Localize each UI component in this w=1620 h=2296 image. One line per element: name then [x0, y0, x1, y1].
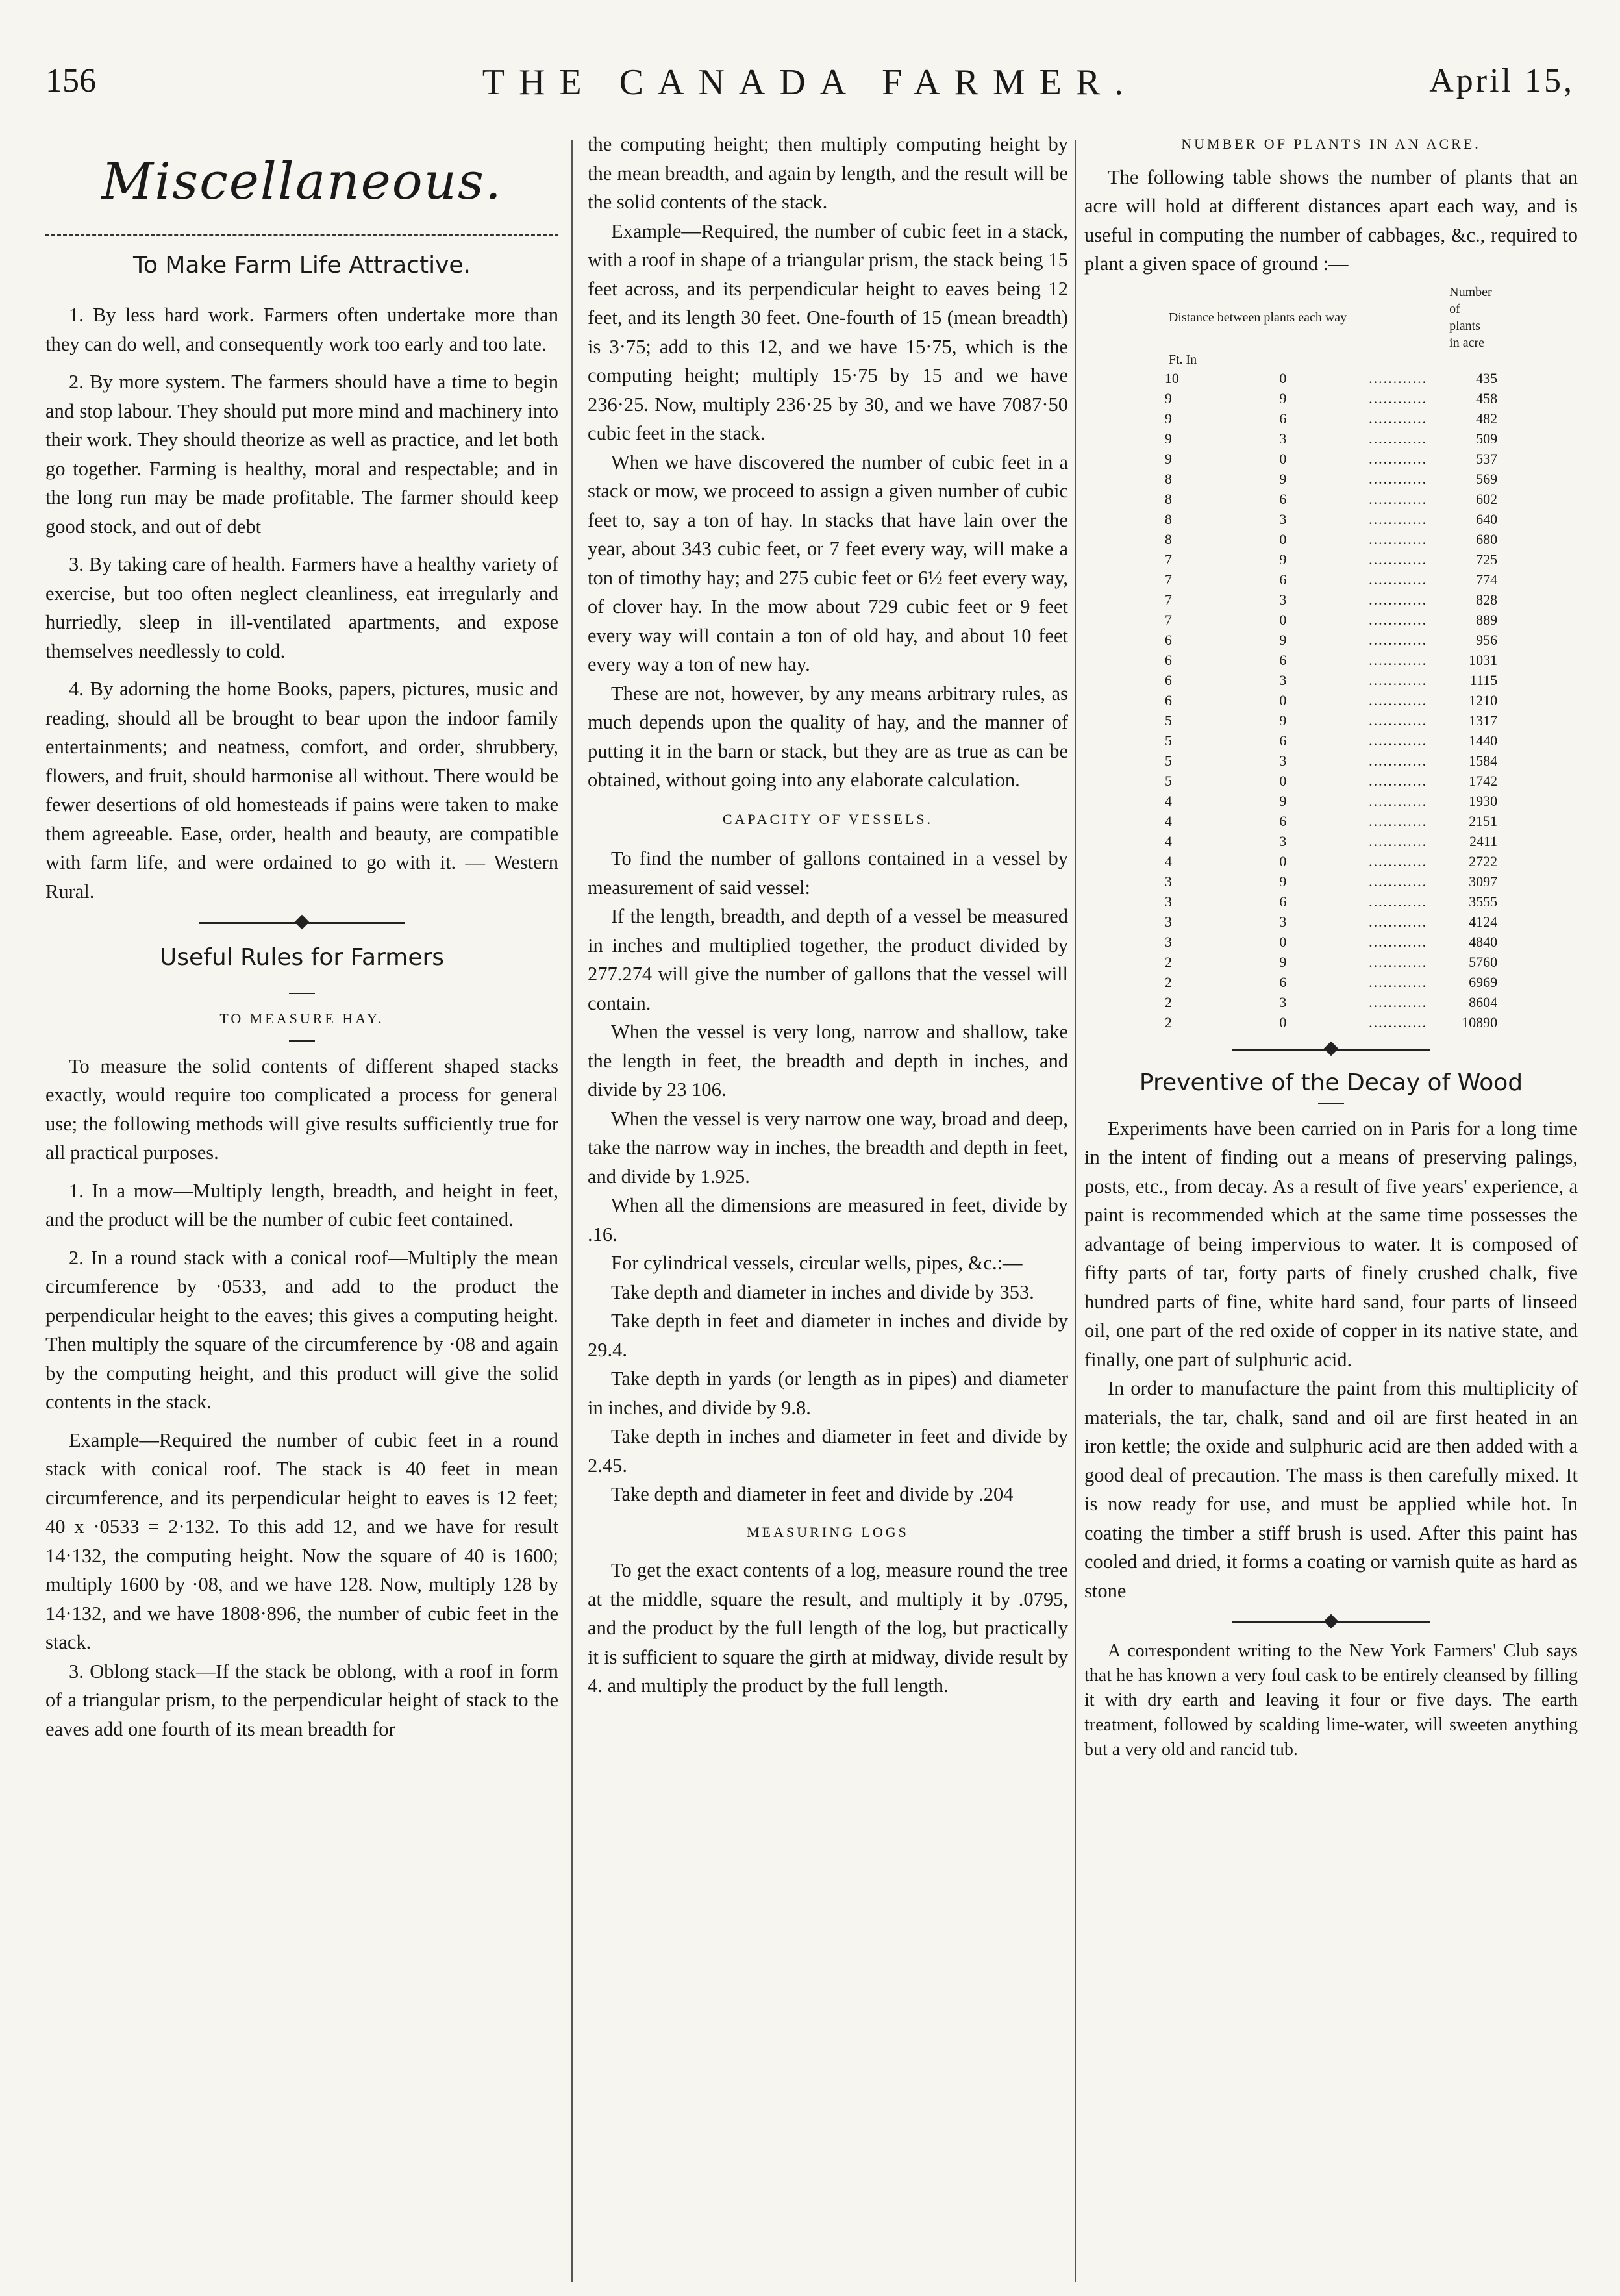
paragraph: 1. By less hard work. Farmers often undertake more than they can do well, and consequently work too early and too late. [45, 304, 558, 355]
table-cell: 6 [1164, 651, 1172, 668]
paragraph: To measure the solid contents of different shaped stacks exactly, would require too complicated a process for general use; the following methods will give results sufficiently true for all practical purposes. [45, 1054, 558, 1164]
subheading: MEASURING LOGS [747, 1523, 909, 1540]
table-cell: 5 [1164, 772, 1172, 789]
table-cell: 2 [1164, 953, 1172, 970]
table-cell: 4840 [1469, 933, 1498, 950]
paragraph: These are not, however, by any means arbitrary rules, as much depends upon the quality of hay, and the manner of putting it in the barn or stack, but they are as true as can be obtained, without going into any elaborate calculation. [588, 682, 1068, 791]
leader-dots: ............ [1369, 913, 1428, 930]
table-cell: 725 [1476, 551, 1498, 568]
table-cell: 956 [1476, 631, 1498, 648]
leader-dots: ............ [1369, 732, 1428, 749]
table-cell: 3 [1279, 591, 1287, 608]
paragraph: 2. By more system. The farmers should have a time to begin and stop labour. They should put more mind and machinery into their work. They should theorize as well as practice, and let both go together. Farming is healthy, moral and respectable; and in the long run may be made profitable. The farmer should keep good stock, and out of debt [45, 371, 558, 538]
leader-dots: ............ [1369, 551, 1428, 568]
leader-dots: ............ [1369, 611, 1428, 628]
table-cell: 10890 [1462, 1014, 1498, 1030]
table-row [1156, 932, 1506, 952]
table-header: Number of plants in acre [1449, 284, 1492, 350]
table-cell: 6 [1279, 571, 1287, 588]
table-cell: 10 [1164, 369, 1179, 386]
table-cell: 3555 [1469, 893, 1498, 910]
table-cell: 6 [1164, 692, 1172, 708]
divider [45, 916, 558, 929]
table-cell: 5 [1164, 752, 1172, 769]
table-row [1156, 851, 1506, 871]
table-row [1156, 469, 1506, 489]
table-cell: 3 [1279, 671, 1287, 688]
table-cell: 4124 [1469, 913, 1498, 930]
table-cell: 774 [1476, 571, 1498, 588]
column-1 [45, 130, 558, 1743]
leader-dots: ............ [1369, 450, 1428, 467]
table-cell: 5 [1164, 712, 1172, 729]
table-cell: 4 [1164, 853, 1172, 869]
table-cell: 3 [1164, 893, 1172, 910]
table-cell: 3 [1279, 752, 1287, 769]
leader-dots: ............ [1369, 571, 1428, 588]
table-cell: 3 [1279, 430, 1287, 447]
divider [1084, 1616, 1578, 1628]
table-cell: 6 [1279, 490, 1287, 507]
article-title: Useful Rules for Farmers [159, 944, 445, 971]
divider [1084, 1043, 1578, 1056]
table-cell: 2 [1164, 1014, 1172, 1030]
paragraph: When we have discovered the number of cubic feet in a stack or mow, we proceed to assign a given number of cubic feet to, say a ton of hay. In stacks that have lain over the year, about 343 cubic feet, or 7 feet every way, will make a ton of timothy hay; and 275 cubic feet or 6½ feet every way, of clover hay. In the mow about 729 cubic feet or 9 feet every way will contain a ton of old hay, and about 10 feet every way a ton of new hay. [588, 451, 1068, 675]
table-cell: 0 [1279, 611, 1287, 628]
paragraph: When all the dimensions are measured in feet, divide by .16. [588, 1194, 1068, 1245]
table-cell: 1031 [1469, 651, 1498, 668]
table-row [1156, 710, 1506, 730]
paragraph: When the vessel is very long, narrow and shallow, take the length in feet, the breadth and depth in inches, and divide by 23 106. [588, 1021, 1068, 1101]
paragraph: 4. By adorning the home Books, papers, pictures, music and reading, should all be brought to bear upon the indoor family entertainments; and neatness, comfort, and order, shrubbery, flowers, and fruit, should harmonise all without. There would be fewer desertions of old homesteads if pains were taken to make them agreeable. Ease, order, health and beauty, are compatible with farm life, and were ordained to go with it. — Western Rural. [45, 678, 558, 903]
paragraph: A correspondent writing to the New York Farmers' Club says that he has known a very foul cask to be entirely cleansed by filling it with dry earth and leaving it four or five days. The earth treatment, followed by scalding lime-water, will sweeten anything but a very old and rancid tub. [1084, 1641, 1578, 1760]
table-cell: 9 [1279, 792, 1287, 809]
paragraph: Take depth and diameter in inches and divide by 353. [611, 1280, 1034, 1303]
leader-dots: ............ [1369, 470, 1428, 487]
table-row [1156, 952, 1506, 972]
paragraph: Take depth in yards (or length as in pipes) and diameter in inches, and divide by 9.8. [588, 1367, 1068, 1419]
table-cell: 602 [1476, 490, 1498, 507]
table-row [1156, 630, 1506, 650]
table-cell: 0 [1279, 1014, 1287, 1030]
table-row [1156, 670, 1506, 690]
table-cell: 1440 [1469, 732, 1498, 749]
table-cell: 6 [1164, 671, 1172, 688]
table-cell: 1317 [1469, 712, 1498, 729]
table-cell: 680 [1476, 530, 1498, 547]
leader-dots: ............ [1369, 671, 1428, 688]
table-row [1156, 569, 1506, 590]
paragraph: For cylindrical vessels, circular wells, pipes, &c.:— [611, 1252, 1023, 1274]
leader-dots: ............ [1369, 792, 1428, 809]
paragraph: the computing height; then multiply computing height by the mean breadth, and again by length, and the result will be the solid contents of the stack. [588, 133, 1068, 213]
table-cell: 0 [1279, 530, 1287, 547]
table-cell: 482 [1476, 410, 1498, 427]
table-cell: 7 [1164, 551, 1172, 568]
divider [1318, 1103, 1344, 1104]
leader-dots: ............ [1369, 510, 1428, 527]
table-row [1156, 892, 1506, 912]
table-cell: 9 [1164, 410, 1172, 427]
table-cell: 7 [1164, 571, 1172, 588]
table-cell: 4 [1164, 812, 1172, 829]
leader-dots: ............ [1369, 853, 1428, 869]
subheading: TO MEASURE HAY. [219, 1010, 384, 1027]
table-cell: 9 [1164, 430, 1172, 447]
leader-dots: ............ [1369, 430, 1428, 447]
table-cell: 8 [1164, 490, 1172, 507]
table-row [1156, 992, 1506, 1012]
table-row [1156, 730, 1506, 751]
table-cell: 9 [1279, 551, 1287, 568]
leader-dots: ............ [1369, 369, 1428, 386]
leader-dots: ............ [1369, 873, 1428, 890]
table-row [1156, 449, 1506, 469]
table-cell: 9 [1164, 450, 1172, 467]
paragraph: To get the exact contents of a log, measure round the tree at the middle, square the result, and multiply it by .0795, and the product by the full length of the log, but practically it is sufficient to square the girth at midway, divide result by 4. and multiply the product by the full length. [588, 1559, 1068, 1697]
table-cell: 3097 [1469, 873, 1498, 890]
leader-dots: ............ [1369, 631, 1428, 648]
table-row [1156, 1012, 1506, 1032]
table-cell: 3 [1164, 873, 1172, 890]
table-cell: 9 [1279, 712, 1287, 729]
table-row [1156, 690, 1506, 710]
table-cell: 6 [1279, 732, 1287, 749]
paragraph: Experiments have been carried on in Paris for a long time in the intent of finding out a means of preserving palings, posts, etc., from decay. As a result of five years' experience, a paint is recommended which at the same time possesses the advantage of being impervious to water. It is composed of fifty parts of tar, forty parts of finely crushed chalk, five hundred parts of fine, white hard sand, four parts of linseed oil, one part of the red oxide of copper in its native state, and finally, one part of sulphuric acid. [1084, 1117, 1578, 1371]
table-row [1156, 408, 1506, 429]
table-row [1156, 791, 1506, 811]
table-row [1156, 811, 1506, 831]
leader-dots: ............ [1369, 591, 1428, 608]
table-cell: 537 [1476, 450, 1498, 467]
table-cell: 3 [1164, 913, 1172, 930]
article-title: Preventive of the Decay of Wood [1139, 1069, 1523, 1096]
paragraph: 1. In a mow—Multiply length, breadth, and height in feet, and the product will be the number of cubic feet contained. [45, 1179, 558, 1230]
table-cell: 828 [1476, 591, 1498, 608]
table-cell: 9 [1279, 470, 1287, 487]
table-row [1156, 912, 1506, 932]
leader-dots: ............ [1369, 752, 1428, 769]
table-row [1156, 610, 1506, 630]
table-cell: 2 [1164, 973, 1172, 990]
subheading: CAPACITY OF VESSELS. [722, 810, 934, 827]
table-row [1156, 549, 1506, 569]
table-row [1156, 871, 1506, 892]
plants-table-body [1156, 368, 1506, 1032]
page-header [39, 62, 1581, 120]
table-cell: 8 [1164, 470, 1172, 487]
leader-dots: ............ [1369, 651, 1428, 668]
plants-table [1156, 284, 1506, 1032]
leader-dots: ............ [1369, 933, 1428, 950]
table-cell: 1930 [1469, 792, 1498, 809]
table-row [1156, 972, 1506, 992]
table-cell: 9 [1279, 631, 1287, 648]
column-2 [588, 130, 1068, 1701]
table-units: Ft. In [1168, 352, 1197, 367]
table-cell: 4 [1164, 832, 1172, 849]
table-cell: 435 [1476, 369, 1498, 386]
leader-dots: ............ [1369, 832, 1428, 849]
table-cell: 458 [1476, 390, 1498, 406]
table-row [1156, 489, 1506, 509]
leader-dots: ............ [1369, 410, 1428, 427]
table-cell: 0 [1279, 772, 1287, 789]
leader-dots: ............ [1369, 772, 1428, 789]
leader-dots: ............ [1369, 712, 1428, 729]
table-cell: 8 [1164, 510, 1172, 527]
table-cell: 889 [1476, 611, 1498, 628]
table-row [1156, 509, 1506, 529]
paragraph: To find the number of gallons contained in a vessel by measurement of said vessel: [588, 847, 1068, 899]
table-cell: 569 [1476, 470, 1498, 487]
table-cell: 9 [1279, 873, 1287, 890]
article-title: To Make Farm Life Attractive. [133, 252, 471, 279]
table-cell: 2151 [1469, 812, 1498, 829]
divider [289, 993, 315, 994]
table-cell: 509 [1476, 430, 1498, 447]
table-cell: 1742 [1469, 772, 1498, 789]
table-cell: 6 [1279, 893, 1287, 910]
paragraph: If the length, breadth, and depth of a vessel be measured in inches and multiplied together, the product divided by 277.274 will give the number of gallons that the vessel will contain. [588, 905, 1068, 1014]
table-cell: 6969 [1469, 973, 1498, 990]
section-title: Miscellaneous. [101, 153, 503, 211]
paragraph: In order to manufacture the paint from this multiplicity of materials, the tar, chalk, sand and oil are first heated in an iron kettle; the oxide and sulphuric acid are then added with a good deal of precaution. The mass is then carefully mixed. It is now ready for use, and must be applied while hot. In coating the timber a stiff brush is used. After this paint has cooled and dried, it forms a coating or varnish quite as hard as stone [1084, 1377, 1578, 1602]
issue-date: April 15, [1429, 62, 1575, 99]
table-row [1156, 751, 1506, 771]
table-cell: 2411 [1469, 832, 1498, 849]
paragraph: Take depth and diameter in feet and divide by .204 [611, 1483, 1014, 1505]
table-cell: 0 [1279, 853, 1287, 869]
leader-dots: ............ [1369, 490, 1428, 507]
divider [289, 1040, 315, 1042]
table-cell: 6 [1279, 973, 1287, 990]
table-cell: 0 [1279, 450, 1287, 467]
paragraph: When the vessel is very narrow one way, broad and deep, take the narrow way in inches, the breadth and depth in feet, and divide by 1.925. [588, 1107, 1068, 1188]
paragraph: Take depth in feet and diameter in inches and divide by 29.4. [588, 1310, 1068, 1361]
table-row [1156, 771, 1506, 791]
table-cell: 1210 [1469, 692, 1498, 708]
table-row [1156, 529, 1506, 549]
paragraph: Example—Required the number of cubic feet in a round stack with conical roof. The stack is 40 feet in mean circumference, and its perpendicular height to eaves is 12 feet; 40 x ·0533 = 2·132. To this add 12, and we have for result 14·132, the computing height. Now the square of 40 is 1600; multiply 1600 by ·08, and we have 128. Now, multiply 128 by 14·132, and we have 1808·896, the number of cubic feet in the stack. [45, 1429, 558, 1653]
leader-dots: ............ [1369, 993, 1428, 1010]
paragraph: 3. By taking care of health. Farmers have a healthy variety of exercise, but too often neglect cleanliness, eat irregularly and hurriedly, sleep in ill-ventilated apartments, and expose themselves needlessly to cold. [45, 553, 558, 662]
table-cell: 2722 [1469, 853, 1498, 869]
page-number: 156 [45, 62, 96, 99]
table-cell: 3 [1164, 933, 1172, 950]
table-cell: 9 [1164, 390, 1172, 406]
table-cell: 5760 [1469, 953, 1498, 970]
table-row [1156, 368, 1506, 388]
leader-dots: ............ [1369, 893, 1428, 910]
leader-dots: ............ [1369, 530, 1428, 547]
table-cell: 8 [1164, 530, 1172, 547]
subheading: NUMBER OF PLANTS IN AN ACRE. [1181, 136, 1481, 152]
table-cell: 6 [1279, 812, 1287, 829]
table-cell: 3 [1279, 832, 1287, 849]
table-cell: 9 [1279, 390, 1287, 406]
table-cell: 6 [1279, 651, 1287, 668]
leader-dots: ............ [1369, 953, 1428, 970]
leader-dots: ............ [1369, 812, 1428, 829]
divider [45, 234, 558, 236]
table-cell: 4 [1164, 792, 1172, 809]
paragraph: Take depth in inches and diameter in feet and divide by 2.45. [588, 1425, 1068, 1477]
table-cell: 1584 [1469, 752, 1498, 769]
table-header: Distance between plants each way [1168, 310, 1347, 325]
table-cell: 5 [1164, 732, 1172, 749]
paragraph: 3. Oblong stack—If the stack be oblong, with a roof in form of a triangular prism, to the perpendicular height of stack to the eaves add one fourth of its mean breadth for [45, 1660, 558, 1740]
table-cell: 2 [1164, 993, 1172, 1010]
column-3 [1084, 130, 1578, 1762]
table-cell: 0 [1279, 692, 1287, 708]
table-cell: 3 [1279, 913, 1287, 930]
table-row [1156, 388, 1506, 408]
table-cell: 7 [1164, 611, 1172, 628]
leader-dots: ............ [1369, 973, 1428, 990]
table-row [1156, 831, 1506, 851]
paragraph: 2. In a round stack with a conical roof—Multiply the mean circumference by ·0533, and add to the product the perpendicular height to the eaves; this gives a computing height. Then multiply the square of the circumference by ·08 and again by the computing height, and this product will give the solid contents in the stack. [45, 1246, 558, 1413]
table-cell: 3 [1279, 510, 1287, 527]
table-cell: 3 [1279, 993, 1287, 1010]
table-cell: 0 [1279, 369, 1287, 386]
column-divider [571, 140, 573, 2282]
table-row [1156, 590, 1506, 610]
table-cell: 0 [1279, 933, 1287, 950]
table-cell: 1115 [1469, 671, 1498, 688]
leader-dots: ............ [1369, 390, 1428, 406]
table-cell: 8604 [1469, 993, 1498, 1010]
masthead-title: THE CANADA FARMER. [482, 62, 1138, 103]
leader-dots: ............ [1369, 1014, 1428, 1030]
table-row [1156, 650, 1506, 670]
leader-dots: ............ [1369, 692, 1428, 708]
table-cell: 640 [1476, 510, 1498, 527]
paragraph: The following table shows the number of plants that an acre will hold at different distances apart each way, and is useful in computing the number of cabbages, &c., required to plant a given space of ground :— [1084, 166, 1578, 275]
column-divider [1075, 140, 1076, 2282]
table-cell: 6 [1279, 410, 1287, 427]
table-cell: 7 [1164, 591, 1172, 608]
paragraph: Example—Required, the number of cubic feet in a stack, with a roof in shape of a triangular prism, the stack being 15 feet across, and its perpendicular height to eaves being 12 feet, and its length 30 feet. One-fourth of 15 (mean breadth) is 3·75; add to this 12, and we have 15·75, which is the computing height; multiply 15·75 by 15 and we have 236·25. Now, multiply 236·25 by 30, and we have 7087·50 cubic feet in the stack. [588, 219, 1068, 444]
table-row [1156, 429, 1506, 449]
table-cell: 9 [1279, 953, 1287, 970]
table-cell: 6 [1164, 631, 1172, 648]
